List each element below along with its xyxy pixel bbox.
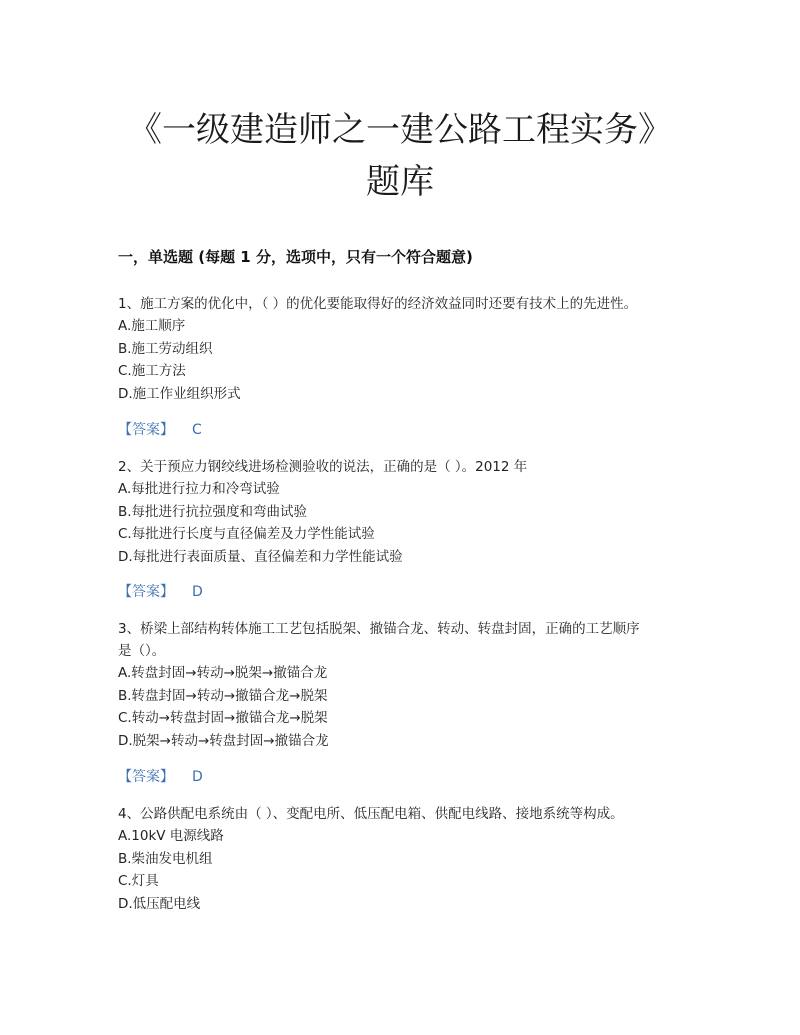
section-heading: 一，单选题 (每题 1 分，选项中，只有一个符合题意) xyxy=(118,248,473,266)
question-4 xyxy=(118,803,688,915)
question-text-line2: 是（）。 xyxy=(118,643,166,659)
option-d: D.脱架→转动→转盘封固→撤锚合龙 xyxy=(118,732,329,749)
option-a: A.10kV 电源线路 xyxy=(118,828,224,844)
question-text: 4、公路供配电系统由（ ）、变配电所、低压配电箱、供配电线路、接地系统等构成。 xyxy=(118,806,624,822)
answer-2 xyxy=(118,581,203,603)
question-3 xyxy=(118,618,688,752)
answer-value: D xyxy=(192,769,203,785)
option-a: A.每批进行拉力和冷弯试验 xyxy=(118,481,280,497)
option-d: D.低压配电线 xyxy=(118,895,201,912)
option-c: C.转动→转盘封固→撤锚合龙→脱架 xyxy=(118,710,328,726)
answer-label: 【答案】 xyxy=(118,769,174,785)
option-d: D.施工作业组织形式 xyxy=(118,385,241,402)
option-c: C.灯具 xyxy=(118,873,159,889)
answer-1 xyxy=(118,419,202,441)
option-c: C.每批进行长度与直径偏差及力学性能试验 xyxy=(118,526,375,542)
option-b: B.柴油发电机组 xyxy=(118,850,213,867)
answer-value: C xyxy=(192,422,202,438)
answer-value: D xyxy=(192,584,203,600)
answer-label: 【答案】 xyxy=(118,584,174,600)
option-a: A.转盘封固→转动→脱架→撤锚合龙 xyxy=(118,665,328,681)
question-2 xyxy=(118,456,688,568)
answer-label: 【答案】 xyxy=(118,422,174,438)
question-1 xyxy=(118,293,688,405)
answer-3 xyxy=(118,766,203,788)
document-subtitle: 题库 xyxy=(366,162,434,202)
question-text: 2、关于预应力钢绞线进场检测验收的说法，正确的是（ ）。2012 年 xyxy=(118,459,528,475)
option-a: A.施工顺序 xyxy=(118,318,186,334)
option-d: D.每批进行表面质量、直径偏差和力学性能试验 xyxy=(118,548,403,565)
option-b: B.施工劳动组织 xyxy=(118,340,213,357)
document-title: 《一级建造师之一建公路工程实务》 xyxy=(128,110,672,150)
question-text-line1: 3、桥梁上部结构转体施工工艺包括脱架、撤锚合龙、转动、转盘封固，正确的工艺顺序 xyxy=(118,621,640,637)
question-text: 1、施工方案的优化中，（ ）的优化要能取得好的经济效益同时还要有技术上的先进性。 xyxy=(118,296,638,312)
option-b: B.每批进行抗拉强度和弯曲试验 xyxy=(118,503,308,520)
option-c: C.施工方法 xyxy=(118,363,186,379)
option-b: B.转盘封固→转动→撤锚合龙→脱架 xyxy=(118,687,328,704)
